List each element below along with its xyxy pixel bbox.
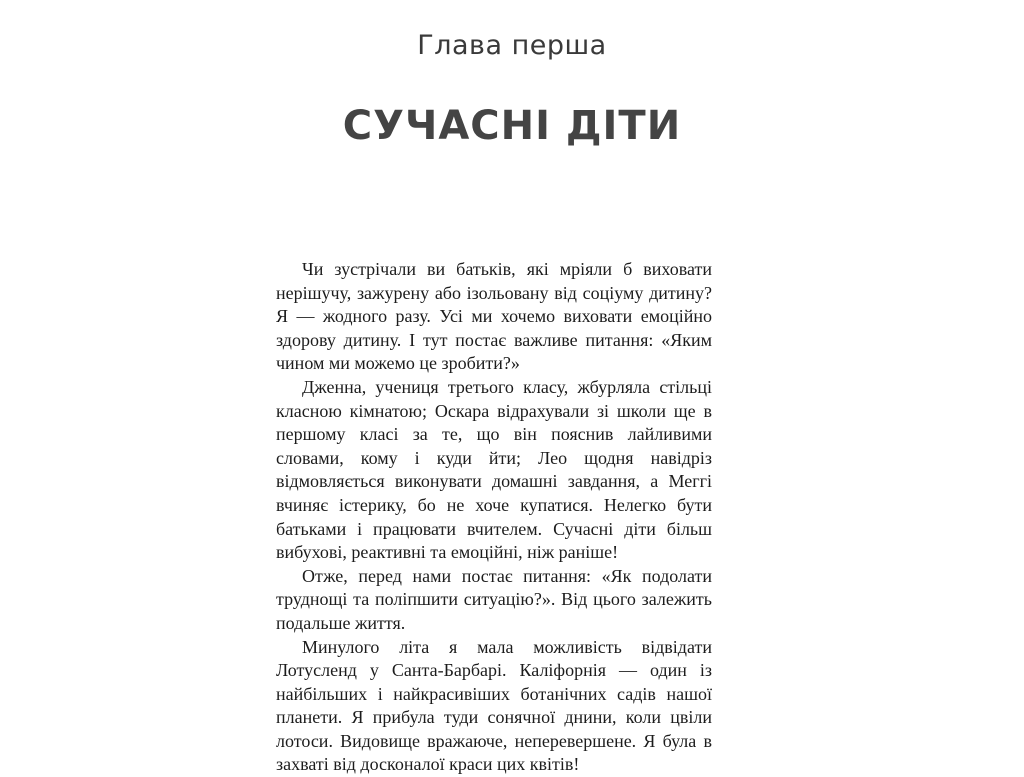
paragraph: Отже, перед нами постає питання: «Як подолати труднощі та поліпшити ситуацію?». Від цього залежить подальше життя. bbox=[276, 565, 712, 636]
paragraph: Минулого літа я мала можливість відвідати Лотусленд у Санта-Барбарі. Каліфорнія — один із найбільших і найкрасивіших ботанічних садів нашої планети. Я прибула туди сонячної днини, коли цвіли лотоси. Видовище вражаюче, неперевершене. Я була в захваті від досконалої краси цих квітів! bbox=[276, 636, 712, 777]
chapter-label: Глава перша bbox=[0, 28, 1024, 64]
paragraph: Чи зустрічали ви батьків, які мріяли б виховати нерішучу, зажурену або ізольовану від соціуму дитину? Я — жодного разу. Усі ми хочемо виховати емоційно здорову дитину. І тут постає важливе питання: «Яким чином ми можемо це зробити?» bbox=[276, 258, 712, 376]
chapter-title: СУЧАСНІ ДІТИ bbox=[0, 100, 1024, 152]
paragraph: Дженна, учениця третього класу, жбурляла стільці класною кімнатою; Оскара відрахували зі школи ще в першому класі за те, що він пояснив лайливими словами, кому і куди йти; Лео щодня навідріз відмовляється виконувати домашні завдання, а Меггі вчиняє істерику, бо не хоче купатися. Нелегко бути батьками і працювати вчителем. Сучасні діти більш вибухові, реактивні та емоційні, ніж раніше! bbox=[276, 376, 712, 565]
body-text bbox=[276, 258, 712, 777]
